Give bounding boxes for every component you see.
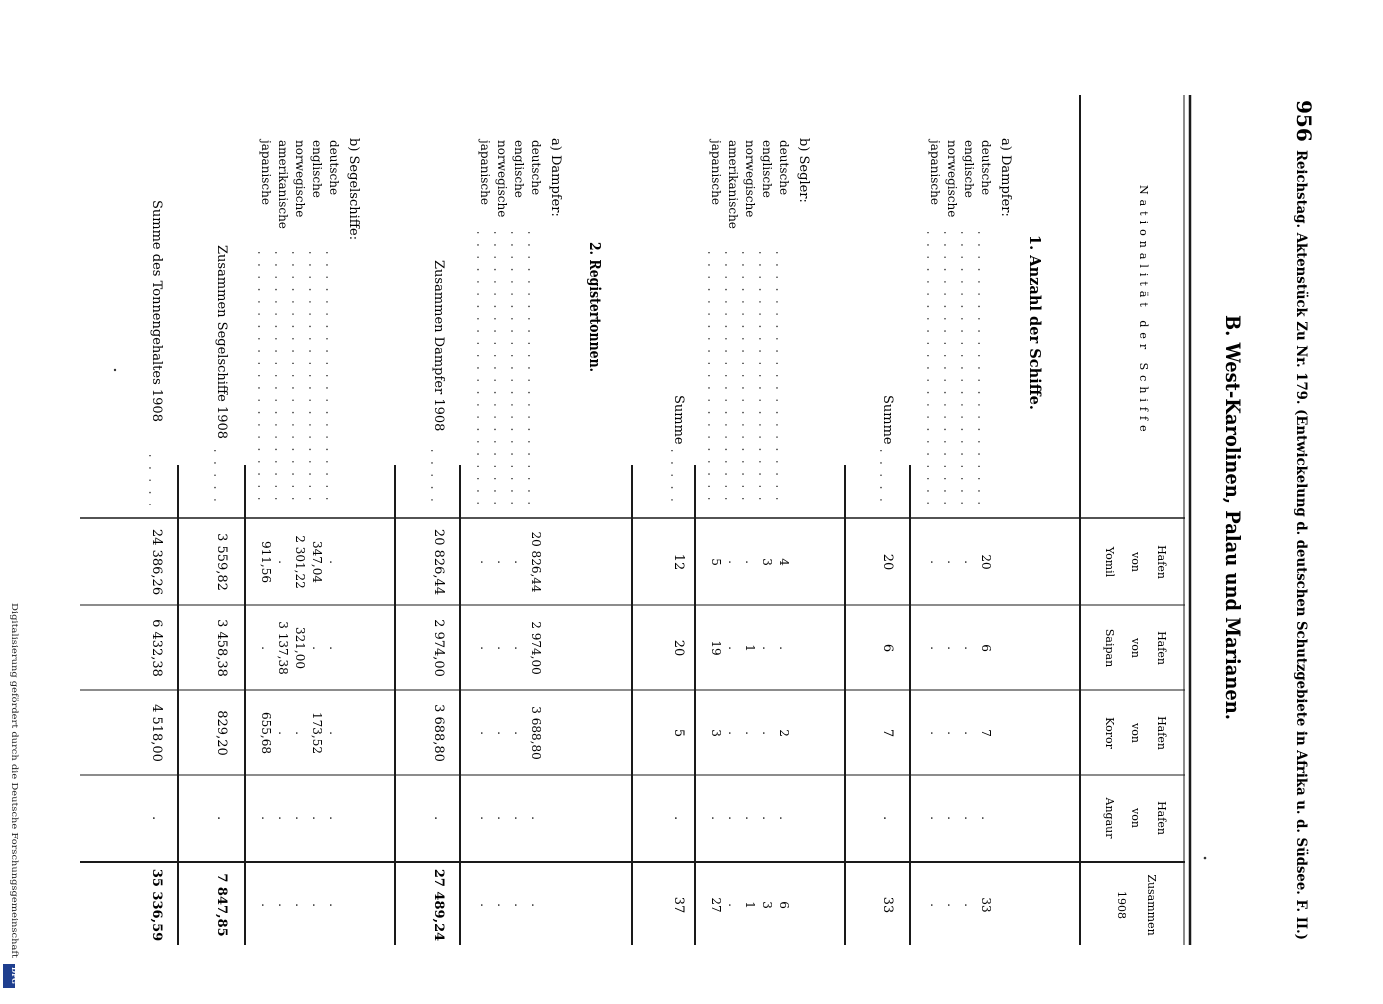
sum-value: .: [149, 815, 164, 821]
cell-value: 655,68: [259, 712, 273, 754]
part1-b-heading: b) Segler:: [796, 138, 811, 203]
running-title: Reichstag. Aktenstück Zu Nr. 179. (Entwickelung d. deutschen Schutzgebiete in Afrika u. d. Südsee. F. II.): [1293, 150, 1309, 986]
cell-value: .: [945, 816, 959, 820]
cell-value: .: [945, 731, 959, 735]
cell-value: .: [777, 816, 791, 820]
cell-value: .: [310, 816, 324, 820]
sum-value: 7: [880, 728, 895, 738]
row-label: amerikanische: [276, 140, 290, 229]
row-label: japanische: [709, 140, 723, 205]
cell-value: .: [478, 646, 492, 650]
cell-value: 2 301,22: [293, 535, 307, 589]
row-label: englische: [962, 140, 976, 198]
cell-value: .: [760, 731, 774, 735]
sum-value: 20: [880, 553, 895, 571]
cell-value: .: [928, 731, 942, 735]
cell-value: .: [945, 560, 959, 564]
cell-value: .: [962, 646, 976, 650]
svg-text:Hafen: Hafen: [1155, 545, 1168, 579]
cell-value: 4: [777, 558, 791, 566]
sum-value: 6 432,38: [149, 619, 164, 677]
row-label: norwegische: [293, 140, 307, 218]
cell-value: 3: [709, 729, 723, 737]
sum-value: .: [880, 815, 895, 821]
sum-value: .: [214, 815, 229, 821]
cell-value: 2 974,00: [529, 621, 543, 675]
cell-value: 321,00: [293, 627, 307, 669]
part2-heading: 2. Registertonnen.: [586, 242, 604, 399]
cell-value: 5: [709, 558, 723, 566]
row-label: amerikanische: [726, 140, 740, 229]
row-label: norwegische: [495, 140, 509, 218]
svg-text:Yomil: Yomil: [1103, 546, 1116, 578]
sum-value: 33: [880, 896, 895, 914]
cell-value: .: [327, 646, 341, 650]
cell-value: .: [495, 903, 509, 907]
svg-text:Hafen: Hafen: [1155, 631, 1168, 665]
cell-value: .: [979, 816, 993, 820]
cell-value: 347,04: [310, 541, 324, 583]
cell-value: 33: [979, 897, 993, 913]
row-label: japanische: [259, 140, 273, 205]
svg-text:Hafen: Hafen: [1155, 801, 1168, 835]
column-header-angaur: [1103, 797, 1168, 840]
sum-label: Summe des Tonnengehaltes 1908: [149, 200, 164, 422]
cell-value: .: [928, 816, 942, 820]
sum-value: .: [671, 815, 686, 821]
cell-value: .: [743, 816, 757, 820]
sum-value: 37: [671, 896, 686, 914]
sum-label: Zusammen Segelschiffe 1908: [214, 245, 229, 440]
sum-value: 2 974,00: [431, 619, 446, 677]
cell-value: .: [962, 731, 976, 735]
cell-value: .: [512, 731, 526, 735]
sum-value: 6: [880, 643, 895, 653]
part1-a-heading: a) Dampfer:: [998, 138, 1013, 217]
column-header-nationality: Nationalität der Schiffe: [1137, 185, 1150, 437]
cell-value: .: [259, 646, 273, 650]
svg-text:1908: 1908: [1115, 891, 1128, 919]
cell-value: .: [495, 816, 509, 820]
cell-value: .: [760, 816, 774, 820]
row-label: norwegische: [743, 140, 757, 218]
part2-a-heading: a) Dampfer:: [548, 138, 563, 217]
cell-value: .: [743, 731, 757, 735]
sum-value: 12: [671, 553, 686, 571]
cell-value: .: [259, 816, 273, 820]
scan-speck: [1204, 857, 1207, 860]
row-label: englische: [760, 140, 774, 198]
svg-text:von: von: [1129, 723, 1142, 743]
cell-value: .: [293, 903, 307, 907]
sum-value: 3 458,38: [214, 619, 229, 677]
svg-text:von: von: [1129, 552, 1142, 572]
cell-value: .: [512, 816, 526, 820]
sum-value: 20 826,44: [431, 528, 446, 596]
cell-value: .: [259, 903, 273, 907]
cell-value: .: [928, 560, 942, 564]
cell-value: .: [962, 903, 976, 907]
cell-value: 3 137,38: [276, 621, 290, 675]
digitization-credit: [2, 600, 19, 990]
cell-value: .: [512, 560, 526, 564]
cell-value: .: [529, 816, 543, 820]
cell-value: .: [327, 731, 341, 735]
sum-value: 3 688,80: [431, 704, 446, 762]
cell-value: .: [478, 816, 492, 820]
cell-value: .: [777, 646, 791, 650]
cell-value: .: [310, 903, 324, 907]
cell-value: .: [726, 560, 740, 564]
sum-value: 5: [671, 728, 686, 738]
cell-value: .: [928, 903, 942, 907]
cell-value: 173,52: [310, 712, 324, 754]
cell-value: 2: [777, 729, 791, 737]
cell-value: .: [310, 646, 324, 650]
row-label: japanische: [928, 140, 942, 205]
cell-value: .: [928, 646, 942, 650]
cell-value: .: [726, 646, 740, 650]
cell-value: .: [945, 646, 959, 650]
cell-value: 20: [979, 554, 993, 570]
sum-label: Summe: [880, 395, 895, 445]
cell-value: 3 688,80: [529, 706, 543, 760]
sum-value: 3 559,82: [214, 533, 229, 591]
row-label: englische: [310, 140, 324, 198]
sum-label: Summe: [671, 395, 686, 445]
part2-b-heading: b) Segelschiffe:: [346, 138, 361, 241]
cell-value: 3: [760, 901, 774, 909]
column-header-koror: [1103, 716, 1168, 750]
svg-text:Saipan: Saipan: [1103, 628, 1116, 668]
cell-value: 1: [743, 901, 757, 909]
cell-value: .: [276, 560, 290, 564]
cell-value: .: [327, 560, 341, 564]
svg-text:Angaur: Angaur: [1103, 797, 1116, 839]
section-title: B. West-Karolinen, Palau und Marianen.: [1221, 315, 1245, 768]
sum-value: 24 386,26: [149, 528, 164, 596]
cell-value: .: [276, 903, 290, 907]
sum-value: 35 336,59: [149, 868, 164, 942]
cell-value: .: [743, 560, 757, 564]
cell-value: .: [709, 816, 723, 820]
cell-value: 911,56: [259, 541, 273, 583]
row-label: deutsche: [777, 140, 791, 196]
sum-value: .: [431, 815, 446, 821]
column-header-saipan: [1103, 629, 1168, 667]
cell-value: .: [726, 731, 740, 735]
sum-value: 4 518,00: [149, 704, 164, 762]
cell-value: .: [478, 903, 492, 907]
part1-heading: 1. Anzahl der Schiffe.: [1026, 235, 1044, 416]
row-label: deutsche: [979, 140, 993, 196]
cell-value: 19: [709, 640, 723, 656]
scan-speck: [114, 369, 116, 371]
cell-value: 1: [743, 644, 757, 652]
sum-value: 20: [671, 639, 686, 657]
svg-text:von: von: [1129, 638, 1142, 658]
svg-text:Zusammen: Zusammen: [1145, 874, 1158, 936]
cell-value: .: [512, 646, 526, 650]
cell-value: 7: [979, 729, 993, 737]
page-number: 956: [1292, 100, 1316, 142]
row-label: englische: [512, 140, 526, 198]
table-frame: [80, 95, 1190, 945]
cell-value: .: [495, 731, 509, 735]
sum-label: Zusammen Dampfer 1908: [431, 260, 446, 432]
sum-value: 7 847,85: [214, 873, 229, 937]
cell-value: 6: [979, 644, 993, 652]
cell-value: .: [276, 731, 290, 735]
credit-text: Digitalisierung gefördert durch die Deutsche Forschungsgemeinschaft: [9, 603, 19, 909]
sum-value: 27 489,24: [431, 868, 446, 942]
row-label: deutsche: [327, 140, 341, 196]
row-label: deutsche: [529, 140, 543, 196]
svg-text:Hafen: Hafen: [1155, 716, 1168, 750]
cell-value: .: [293, 816, 307, 820]
sum-value: 829,20: [214, 710, 229, 756]
cell-value: 20 826,44: [529, 531, 543, 593]
cell-value: .: [945, 903, 959, 907]
row-label: norwegische: [945, 140, 959, 218]
cell-value: .: [327, 903, 341, 907]
cell-value: .: [478, 560, 492, 564]
cell-value: .: [962, 560, 976, 564]
svg-text:von: von: [1129, 808, 1142, 828]
cell-value: .: [760, 646, 774, 650]
cell-value: .: [726, 816, 740, 820]
cell-value: 27: [709, 897, 723, 913]
column-header-total: [1115, 874, 1158, 935]
column-header-yomil: [1103, 545, 1168, 579]
cell-value: .: [962, 816, 976, 820]
cell-value: .: [529, 903, 543, 907]
row-label: japanische: [478, 140, 492, 205]
cell-value: 6: [777, 901, 791, 909]
cell-value: 3: [760, 558, 774, 566]
cell-value: .: [293, 731, 307, 735]
table-body: [149, 138, 993, 941]
cell-value: .: [276, 816, 290, 820]
cell-value: .: [478, 731, 492, 735]
cell-value: .: [726, 903, 740, 907]
svg-text:Koror: Koror: [1103, 717, 1116, 749]
cell-value: .: [327, 816, 341, 820]
cell-value: .: [512, 903, 526, 907]
cell-value: .: [495, 560, 509, 564]
cell-value: .: [495, 646, 509, 650]
dfg-logo-text: DFG: [10, 967, 19, 985]
